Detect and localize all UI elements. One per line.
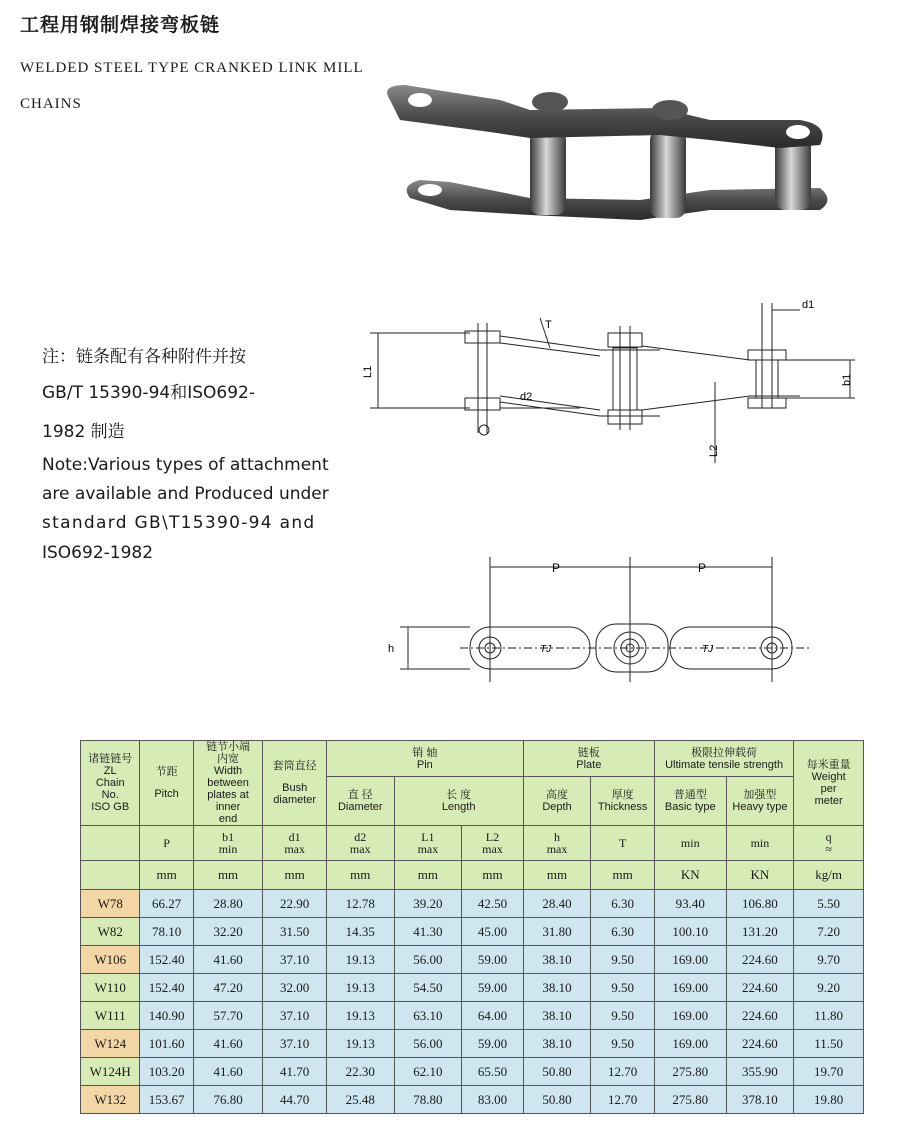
table-cell: 169.00 <box>654 974 726 1002</box>
table-cell: 41.30 <box>394 918 462 946</box>
label-L1: L1 <box>362 365 374 378</box>
table-cell: 11.50 <box>794 1030 864 1058</box>
table-cell: 12.70 <box>591 1086 655 1114</box>
table-cell: 39.20 <box>394 890 462 918</box>
table-cell: 9.50 <box>591 946 655 974</box>
table-cell: 152.40 <box>140 974 193 1002</box>
table-cell: 41.60 <box>193 1030 263 1058</box>
table-cell: 11.80 <box>794 1002 864 1030</box>
label-d2: d2 <box>520 391 533 403</box>
table-cell: 224.60 <box>726 946 794 974</box>
table-cell: 19.13 <box>326 974 394 1002</box>
header-pin-length: 长 度 Length <box>394 777 523 826</box>
table-cell: 47.20 <box>193 974 263 1002</box>
page-title-en-line1: WELDED STEEL TYPE CRANKED LINK MILL <box>20 60 364 76</box>
table-cell: 93.40 <box>654 890 726 918</box>
page-title-en-line2: CHAINS <box>20 96 82 112</box>
table-cell: 45.00 <box>462 918 523 946</box>
header-pin: 销 轴 Pin <box>326 741 523 777</box>
table-cell: 152.40 <box>140 946 193 974</box>
table-cell: 25.48 <box>326 1086 394 1114</box>
note-cn-line3: 1982 制造 <box>42 422 125 442</box>
table-cell: 64.00 <box>462 1002 523 1030</box>
table-cell: 19.13 <box>326 1030 394 1058</box>
table-cell: 9.50 <box>591 1002 655 1030</box>
table-cell: 28.80 <box>193 890 263 918</box>
table-cell: 50.80 <box>523 1086 591 1114</box>
label-d1: d1 <box>802 299 815 311</box>
page-title-cn: 工程用钢制焊接弯板链 <box>20 14 221 36</box>
label-T-top: T <box>545 319 552 331</box>
table-cell: 44.70 <box>263 1086 327 1114</box>
table-cell: 56.00 <box>394 1030 462 1058</box>
header-plate: 链板 Plate <box>523 741 654 777</box>
header-plate-thickness: 厚度 Thickness <box>591 777 655 826</box>
header-bush: 套筒直径 Bush diameter <box>263 741 327 826</box>
table-cell: 37.10 <box>263 946 327 974</box>
table-cell: 54.50 <box>394 974 462 1002</box>
table-cell: 22.90 <box>263 890 327 918</box>
table-cell: 9.50 <box>591 974 655 1002</box>
header-pitch: 节距 Pitch <box>140 741 193 826</box>
note-cn-line1: 注：链条配有各种附件并按 <box>42 347 246 367</box>
table-cell: 57.70 <box>193 1002 263 1030</box>
table-cell: 76.80 <box>193 1086 263 1114</box>
note-en-line2: are available and Produced under <box>42 484 329 504</box>
table-cell: 37.10 <box>263 1030 327 1058</box>
table-cell: 9.20 <box>794 974 864 1002</box>
table-row <box>81 1002 864 1030</box>
label-P-1: P <box>552 561 561 575</box>
chain-no-cell: W124 <box>81 1030 140 1058</box>
label-b1: b1 <box>841 373 853 386</box>
table-cell: 7.20 <box>794 918 864 946</box>
label-h: h <box>388 643 395 655</box>
table-cell: 19.80 <box>794 1086 864 1114</box>
table-cell: 37.10 <box>263 1002 327 1030</box>
label-P-2: P <box>698 561 707 575</box>
table-cell: 59.00 <box>462 1030 523 1058</box>
table-cell: 224.60 <box>726 1002 794 1030</box>
table-cell: 169.00 <box>654 1030 726 1058</box>
table-cell: 42.50 <box>462 890 523 918</box>
table-cell: 28.40 <box>523 890 591 918</box>
table-cell: 12.78 <box>326 890 394 918</box>
table-cell: 32.00 <box>263 974 327 1002</box>
table-cell: 169.00 <box>654 946 726 974</box>
table-cell: 101.60 <box>140 1030 193 1058</box>
table-cell: 41.60 <box>193 1058 263 1086</box>
table-cell: 78.10 <box>140 918 193 946</box>
table-cell: 31.50 <box>263 918 327 946</box>
header-strength: 极限拉伸载荷 Ultimate tensile strength <box>654 741 793 777</box>
table-cell: 63.10 <box>394 1002 462 1030</box>
table-cell: 12.70 <box>591 1058 655 1086</box>
table-cell: 131.20 <box>726 918 794 946</box>
table-cell: 65.50 <box>462 1058 523 1086</box>
table-row <box>81 946 864 974</box>
table-cell: 32.20 <box>193 918 263 946</box>
chain-no-cell: W78 <box>81 890 140 918</box>
table-cell: 59.00 <box>462 974 523 1002</box>
table-cell: 83.00 <box>462 1086 523 1114</box>
unit-row: mm mm mm mm mm mm mm mm KN KN kg/m <box>81 861 864 890</box>
table-cell: 153.67 <box>140 1086 193 1114</box>
table-cell: 19.13 <box>326 1002 394 1030</box>
table-cell: 169.00 <box>654 1002 726 1030</box>
chain-side-view-diagram <box>380 552 810 692</box>
table-row <box>81 1086 864 1114</box>
chain-spec-table <box>80 740 864 1114</box>
table-cell: 66.27 <box>140 890 193 918</box>
header-weight: 每米重量 Weight per meter <box>794 741 864 826</box>
table-cell: 100.10 <box>654 918 726 946</box>
label-TJ-1: TJ <box>540 644 552 655</box>
table-cell: 41.60 <box>193 946 263 974</box>
table-cell: 38.10 <box>523 1002 591 1030</box>
table-cell: 62.10 <box>394 1058 462 1086</box>
table-cell: 9.70 <box>794 946 864 974</box>
header-heavy-type: 加强型 Heavy type <box>726 777 794 826</box>
table-cell: 19.13 <box>326 946 394 974</box>
table-cell: 103.20 <box>140 1058 193 1086</box>
table-cell: 38.10 <box>523 1030 591 1058</box>
table-row <box>81 1030 864 1058</box>
table-cell: 38.10 <box>523 946 591 974</box>
header-chain-no: 诸链链号 ZL Chain No. ISO GB <box>81 741 140 826</box>
table-cell: 50.80 <box>523 1058 591 1086</box>
chain-no-cell: W124H <box>81 1058 140 1086</box>
header-pin-diameter: 直 径 Diameter <box>326 777 394 826</box>
table-cell: 378.10 <box>726 1086 794 1114</box>
label-L2: L2 <box>708 444 720 457</box>
table-cell: 140.90 <box>140 1002 193 1030</box>
chain-no-cell: W132 <box>81 1086 140 1114</box>
symbol-row: P b1 min d1 max d2 max L1 max L2 max h max T min min q ≈ <box>81 826 864 861</box>
table-cell: 41.70 <box>263 1058 327 1086</box>
table-cell: 275.80 <box>654 1086 726 1114</box>
table-cell: 224.60 <box>726 974 794 1002</box>
table-cell: 6.30 <box>591 890 655 918</box>
table-cell: 59.00 <box>462 946 523 974</box>
table-cell: 9.50 <box>591 1030 655 1058</box>
header-basic-type: 普通型 Basic type <box>654 777 726 826</box>
header-plate-depth: 高度 Depth <box>523 777 591 826</box>
note-en-line3: standard GB\T15390-94 and <box>42 513 316 533</box>
table-cell: 31.80 <box>523 918 591 946</box>
chain-no-cell: W106 <box>81 946 140 974</box>
table-cell: 355.90 <box>726 1058 794 1086</box>
table-cell: 22.30 <box>326 1058 394 1086</box>
note-en-line4: ISO692-1982 <box>42 543 154 563</box>
table-cell: 38.10 <box>523 974 591 1002</box>
table-cell: 78.80 <box>394 1086 462 1114</box>
label-TJ-2: TJ <box>702 644 714 655</box>
table-row <box>81 918 864 946</box>
note-en-line1: Note:Various types of attachment <box>42 455 329 475</box>
table-cell: 19.70 <box>794 1058 864 1086</box>
chain-no-cell: W111 <box>81 1002 140 1030</box>
note-cn-line2: GB/T 15390-94和ISO692- <box>42 383 255 403</box>
table-cell: 275.80 <box>654 1058 726 1086</box>
table-row <box>81 1058 864 1086</box>
table-row <box>81 974 864 1002</box>
chain-no-cell: W110 <box>81 974 140 1002</box>
table-cell: 224.60 <box>726 1030 794 1058</box>
header-width: 链节小端 内宽 Width between plates at inner end <box>193 741 263 826</box>
table-cell: 56.00 <box>394 946 462 974</box>
table-cell: 5.50 <box>794 890 864 918</box>
table-row <box>81 890 864 918</box>
table-cell: 14.35 <box>326 918 394 946</box>
chain-photo <box>380 70 840 240</box>
table-cell: 6.30 <box>591 918 655 946</box>
chain-top-view-diagram <box>360 298 860 478</box>
chain-no-cell: W82 <box>81 918 140 946</box>
table-cell: 106.80 <box>726 890 794 918</box>
